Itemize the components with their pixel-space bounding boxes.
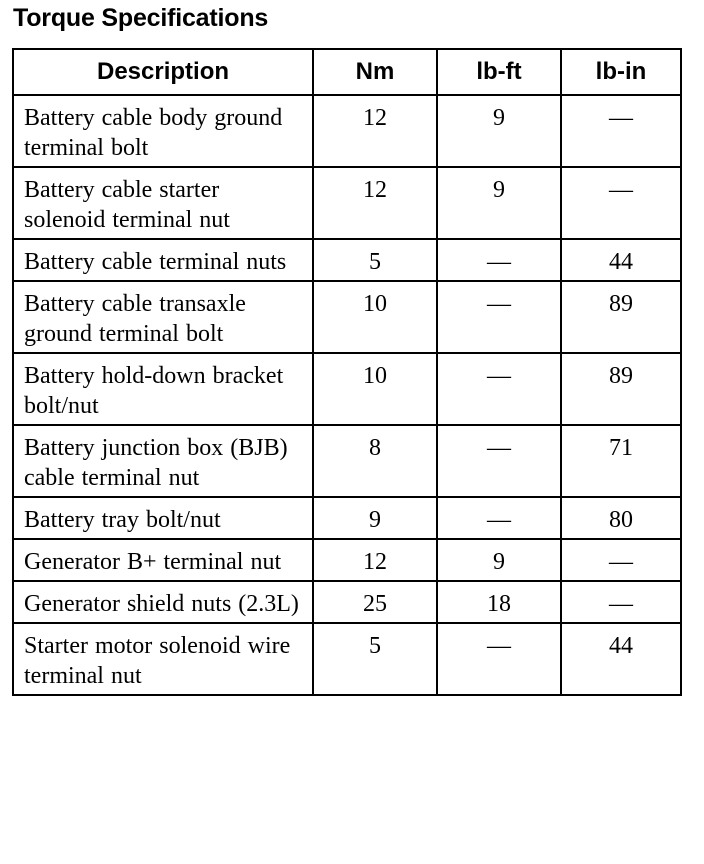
lb-ft-cell: 9 (437, 167, 561, 239)
nm-cell: 10 (313, 353, 437, 425)
table-row (13, 623, 681, 695)
table-row (13, 497, 681, 539)
nm-cell: 9 (313, 497, 437, 539)
nm-cell: 5 (313, 623, 437, 695)
nm-cell: 5 (313, 239, 437, 281)
lb-in-cell: — (561, 539, 681, 581)
lb-ft-cell: — (437, 239, 561, 281)
nm-cell: 12 (313, 167, 437, 239)
lb-ft-cell: 9 (437, 539, 561, 581)
description-cell: Generator B+ terminal nut (13, 539, 313, 581)
description-cell: Battery tray bolt/nut (13, 497, 313, 539)
nm-cell: 12 (313, 95, 437, 167)
lb-in-cell: 89 (561, 353, 681, 425)
nm-cell: 10 (313, 281, 437, 353)
lb-ft-cell: — (437, 623, 561, 695)
description-cell: Starter motor solenoid wire terminal nut (13, 623, 313, 695)
column-header-lb-in: lb-in (561, 49, 681, 95)
table-row (13, 95, 681, 167)
column-header-nm: Nm (313, 49, 437, 95)
description-cell: Battery cable transaxle ground terminal bolt (13, 281, 313, 353)
lb-ft-cell: — (437, 353, 561, 425)
lb-in-cell: 44 (561, 239, 681, 281)
description-cell: Battery cable body ground terminal bolt (13, 95, 313, 167)
nm-cell: 25 (313, 581, 437, 623)
table-row (13, 167, 681, 239)
table-row (13, 353, 681, 425)
lb-ft-cell: 18 (437, 581, 561, 623)
description-cell: Battery hold-down bracket bolt/nut (13, 353, 313, 425)
nm-cell: 8 (313, 425, 437, 497)
table-row (13, 281, 681, 353)
description-cell: Generator shield nuts (2.3L) (13, 581, 313, 623)
lb-in-cell: 44 (561, 623, 681, 695)
description-cell: Battery junction box (BJB) cable terminal nut (13, 425, 313, 497)
table-row (13, 425, 681, 497)
table-header-row (13, 49, 681, 95)
lb-ft-cell: — (437, 497, 561, 539)
table-row (13, 539, 681, 581)
lb-ft-cell: — (437, 425, 561, 497)
table-row (13, 581, 681, 623)
table-row (13, 239, 681, 281)
lb-in-cell: — (561, 167, 681, 239)
nm-cell: 12 (313, 539, 437, 581)
description-cell: Battery cable starter solenoid terminal nut (13, 167, 313, 239)
description-cell: Battery cable terminal nuts (13, 239, 313, 281)
lb-ft-cell: — (437, 281, 561, 353)
column-header-lb-ft: lb-ft (437, 49, 561, 95)
torque-spec-table (12, 48, 682, 696)
lb-in-cell: 71 (561, 425, 681, 497)
page-title: Torque Specifications (13, 4, 269, 32)
column-header-description: Description (13, 49, 313, 95)
lb-in-cell: 89 (561, 281, 681, 353)
lb-in-cell: — (561, 95, 681, 167)
lb-in-cell: 80 (561, 497, 681, 539)
lb-ft-cell: 9 (437, 95, 561, 167)
lb-in-cell: — (561, 581, 681, 623)
